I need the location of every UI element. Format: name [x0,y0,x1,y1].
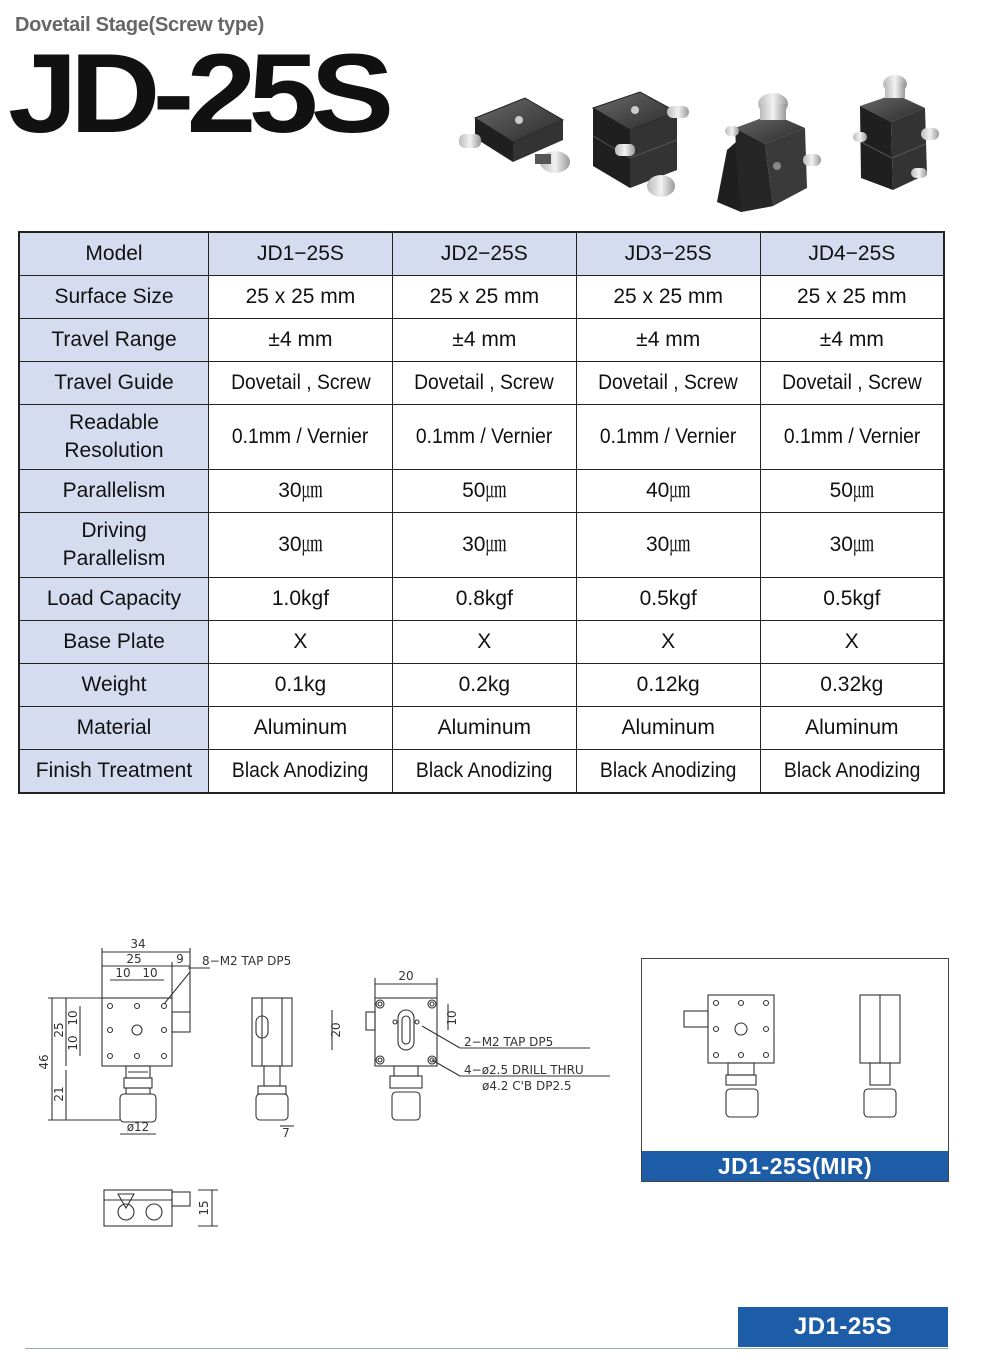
cell-text: 0.1mm / Vernier [232,425,369,448]
cell: 0.5kgf [576,578,760,621]
dim-10v2: 10 [66,1035,80,1051]
dim-10r: 10 [445,1010,459,1026]
cell [392,750,576,794]
cell: ±4 mm [760,319,944,362]
row-label: Surface Size [19,276,209,319]
cell: X [760,621,944,664]
cell: 0.2kg [392,664,576,707]
dim-20v: 20 [329,1022,343,1038]
cell: 25 x 25 mm [209,276,393,319]
cell-text: Black Anodizing [416,759,553,782]
dim-46: 46 [37,1054,51,1070]
cell-text: Dovetail , Screw [782,371,922,394]
page-title: JD-25S [8,31,387,156]
stage-photo-jd2 [593,92,689,197]
dim-7: 7 [282,1126,290,1140]
cell: X [392,621,576,664]
dim-25: 25 [126,952,142,966]
cell [760,405,944,470]
cell: ±4 mm [576,319,760,362]
spec-table [18,231,945,794]
row-label: Load Capacity [19,578,209,621]
cell: 30㎛ [209,513,393,578]
row-surface-size [19,276,944,319]
cell [760,362,944,405]
cell [576,750,760,794]
row-label: Base Plate [19,621,209,664]
cell: 30㎛ [209,470,393,513]
row-label: Travel Range [19,319,209,362]
cell: X [209,621,393,664]
cell [209,750,393,794]
header-jd1: JD1−25S [209,232,393,276]
product-photos [455,70,955,220]
tap-note: 8−M2 TAP DP5 [202,954,292,968]
cell: 1.0kgf [209,578,393,621]
page-subtitle: Dovetail Stage(Screw type) [15,14,264,36]
row-material [19,707,944,750]
cell: Aluminum [576,707,760,750]
header-jd4: JD4−25S [760,232,944,276]
cell: 25 x 25 mm [392,276,576,319]
header-jd3: JD3−25S [576,232,760,276]
technical-drawing [30,930,630,1240]
header-model: Model [19,232,209,276]
cell: 50㎛ [392,470,576,513]
dim-15: 15 [197,1200,211,1216]
row-weight [19,664,944,707]
cell-text: Dovetail , Screw [598,371,738,394]
cell-text: Black Anodizing [783,759,921,782]
row-travel-range [19,319,944,362]
row-readable-resolution [19,405,944,470]
cell-text: Black Anodizing [232,759,369,782]
cell-text: Dovetail , Screw [230,371,371,394]
cell-text: Dovetail , Screw [414,371,555,394]
row-label: Parallelism [19,470,209,513]
drawing-bottom-view [104,1190,218,1226]
cell: 30㎛ [576,513,760,578]
mir-label: JD1-25S(MIR) [642,1151,948,1181]
dim-10v1: 10 [66,1010,80,1026]
cell-text: 0.1mm / Vernier [599,425,737,448]
stage-photo-jd1 [459,98,570,173]
mir-drawing [642,959,948,1149]
cell [760,750,944,794]
row-label: Material [19,707,209,750]
row-travel-guide [19,362,944,405]
cell: Aluminum [392,707,576,750]
cell-text: 0.1mm / Vernier [416,425,553,448]
row-label: Readable Resolution [19,405,209,470]
cell [576,405,760,470]
row-label: Travel Guide [19,362,209,405]
drawing-top-view [37,937,291,1134]
cell: Aluminum [209,707,393,750]
cell: 40㎛ [576,470,760,513]
cell [392,362,576,405]
row-finish-treatment [19,750,944,794]
dim-dia12: ø12 [126,1120,150,1134]
cell [576,362,760,405]
dim-10a: 10 [115,966,131,980]
cell: Aluminum [760,707,944,750]
row-load-capacity [19,578,944,621]
dim-9: 9 [176,952,184,966]
cell: 25 x 25 mm [576,276,760,319]
cell [209,405,393,470]
cell: ±4 mm [392,319,576,362]
cell-text: 0.1mm / Vernier [783,425,920,448]
drill-note-1: 4−ø2.5 DRILL THRU [464,1063,584,1077]
dim-20: 20 [398,969,414,983]
row-label: Driving Parallelism [19,513,209,578]
cell: 30㎛ [760,513,944,578]
cell: X [576,621,760,664]
dim-10b: 10 [142,966,158,980]
stage-photo-jd3 [717,93,821,212]
cell: 0.5kgf [760,578,944,621]
row-label: Finish Treatment [19,750,209,794]
footer-model-badge: JD1-25S [738,1307,948,1347]
drawing-side-view [252,998,294,1140]
cell: 50㎛ [760,470,944,513]
dim-34: 34 [130,937,146,951]
header-jd2: JD2−25S [392,232,576,276]
row-base-plate [19,621,944,664]
cell: 0.1kg [209,664,393,707]
spec-header-row [19,232,944,276]
dim-25v: 25 [52,1022,66,1038]
drill-note-2: ø4.2 C'B DP2.5 [482,1079,572,1093]
tap2-note: 2−M2 TAP DP5 [464,1035,554,1049]
cell: 30㎛ [392,513,576,578]
footer-divider [25,1348,948,1349]
cell: 0.32kg [760,664,944,707]
cell: 0.8kgf [392,578,576,621]
row-parallelism [19,470,944,513]
dim-21: 21 [52,1086,66,1102]
cell-text: Black Anodizing [599,759,737,782]
cell [209,362,393,405]
row-driving-parallelism [19,513,944,578]
mir-variant-panel [641,958,949,1182]
row-label: Weight [19,664,209,707]
stage-photo-jd4 [853,75,939,190]
cell: ±4 mm [209,319,393,362]
drawing-front-view [329,969,610,1120]
cell [392,405,576,470]
cell: 0.12kg [576,664,760,707]
cell: 25 x 25 mm [760,276,944,319]
